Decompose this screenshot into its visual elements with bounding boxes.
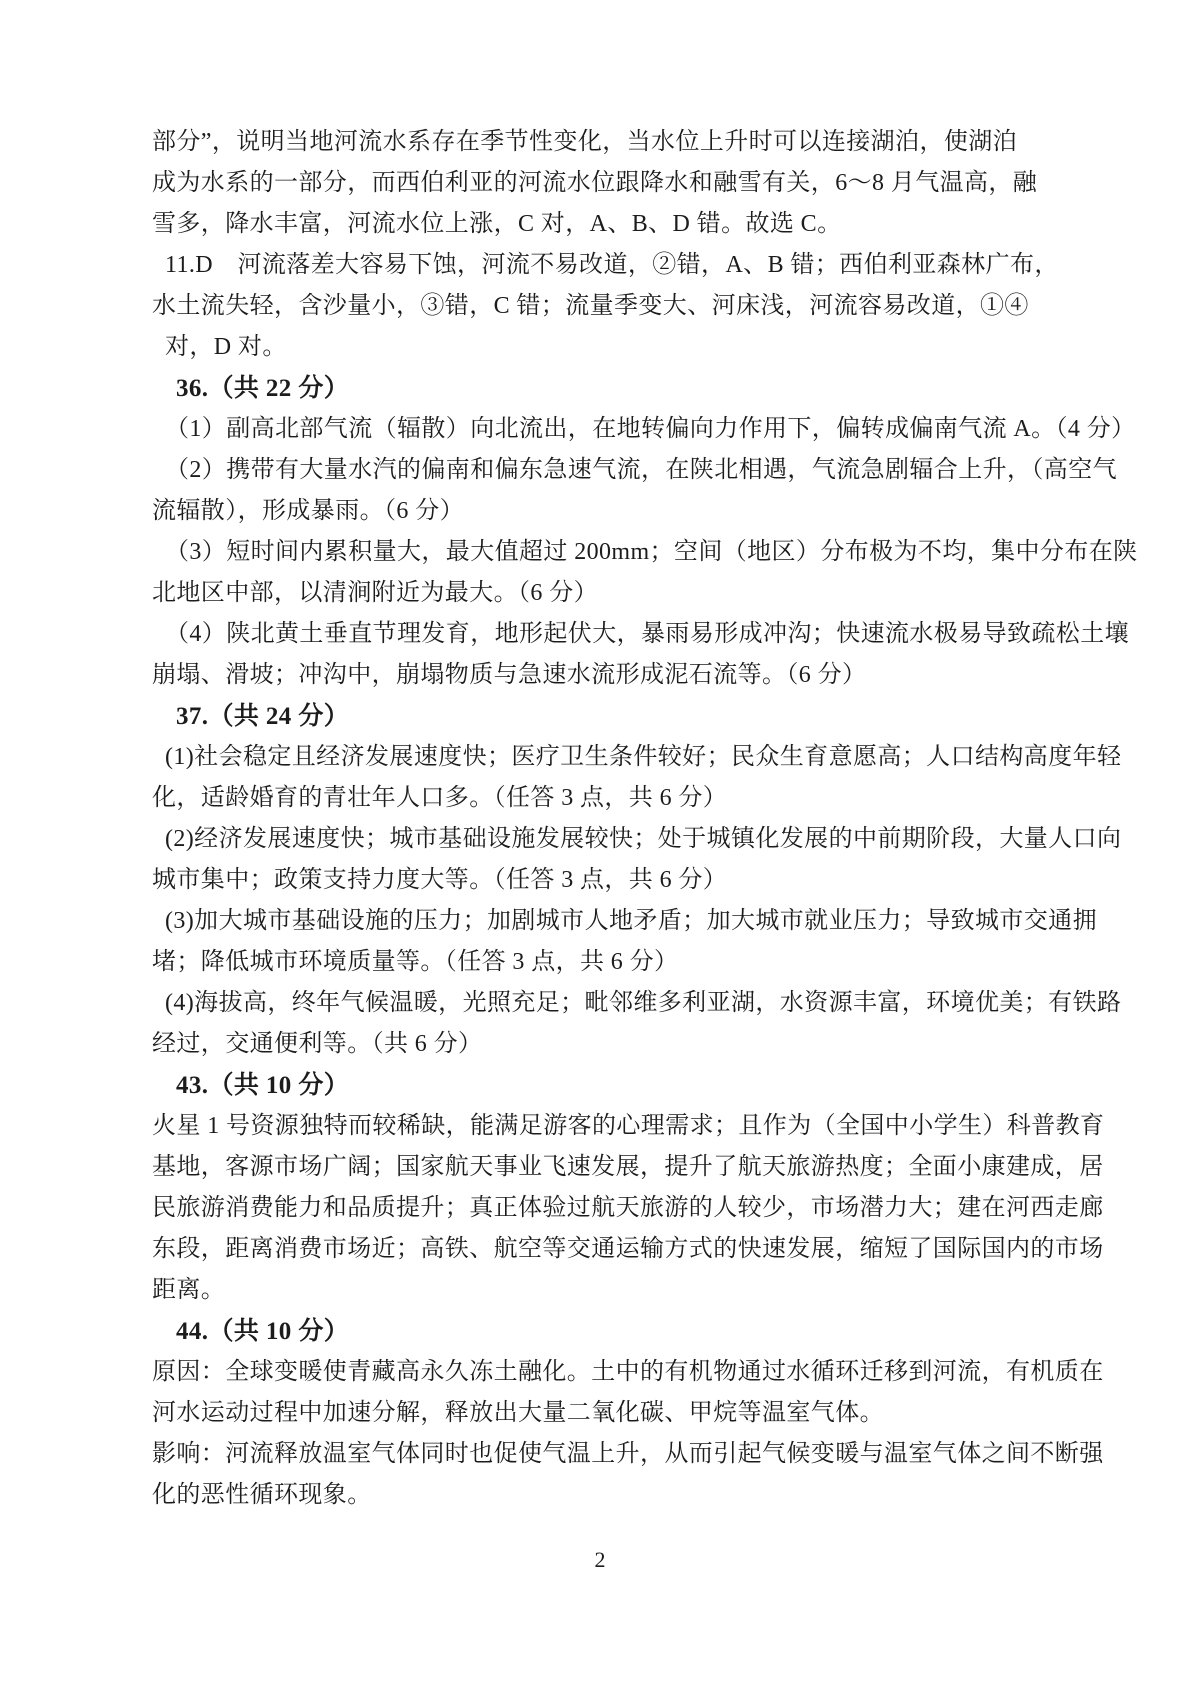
answer-line: 影响：河流释放温室气体同时也促使气温上升，从而引起气候变暖与温室气体之间不断强 [152, 1441, 1104, 1467]
answer-line: 原因：全球变暖使青藏高永久冻土融化。土中的有机物通过水循环迁移到河流，有机质在 [152, 1359, 1104, 1385]
answer-line: 雪多，降水丰富，河流水位上涨，C 对，A、B、D 错。故选 C。 [152, 211, 842, 237]
answer-line: (3)加大城市基础设施的压力；加剧城市人地矛盾；加大城市就业压力；导致城市交通拥 [165, 908, 1097, 934]
answer-line: (2)经济发展速度快；城市基础设施发展较快；处于城镇化发展的中前期阶段，大量人口向 [165, 826, 1122, 852]
answer-line: 城市集中；政策支持力度大等。（任答 3 点，共 6 分） [152, 867, 728, 893]
answer-line: (1)社会稳定且经济发展速度快；医疗卫生条件较好；民众生育意愿高；人口结构高度年轻 [165, 744, 1122, 770]
answer-line: 部分”，说明当地河流水系存在季节性变化，当水位上升时可以连接湖泊，使湖泊 [152, 129, 1018, 155]
answer-line: 东段，距离消费市场近；高铁、航空等交通运输方式的快速发展，缩短了国际国内的市场 [152, 1236, 1104, 1262]
answer-line: 对，D 对。 [165, 334, 287, 360]
answer-line: 水土流失轻，含沙量小，③错，C 错；流量季变大、河床浅，河流容易改道，①④ [152, 293, 1029, 319]
answer-line: 火星 1 号资源独特而较稀缺，能满足游客的心理需求；且作为（全国中小学生）科普教育 [152, 1113, 1105, 1139]
answer-line: 基地，客源市场广阔；国家航天事业飞速发展，提升了航天旅游热度；全面小康建成，居 [152, 1154, 1104, 1180]
answer-line-11d: 11.D 河流落差大容易下蚀，河流不易改道，②错，A、B 错；西伯利亚森林广布， [165, 252, 1059, 278]
question-37-heading: 37.（共 24 分） [176, 703, 350, 730]
answer-line: 崩塌、滑坡；冲沟中，崩塌物质与急速水流形成泥石流等。（6 分） [152, 662, 867, 688]
answer-line: 堵；降低城市环境质量等。（任答 3 点，共 6 分） [152, 949, 679, 975]
answer-line: 距离。 [152, 1277, 226, 1303]
answer-line: 化，适龄婚育的青壮年人口多。（任答 3 点，共 6 分） [152, 785, 728, 811]
answer-line: 化的恶性循环现象。 [152, 1482, 372, 1508]
answer-line: 经过，交通便利等。（共 6 分） [152, 1031, 483, 1057]
answer-line: （4）陕北黄土垂直节理发育，地形起伏大，暴雨易形成冲沟；快速流水极易导致疏松土壤 [165, 621, 1129, 647]
answer-line: 流辐散），形成暴雨。（6 分） [152, 498, 464, 524]
question-36-heading: 36.（共 22 分） [176, 375, 350, 402]
answer-line: （1）副高北部气流（辐散）向北流出，在地转偏向力作用下，偏转成偏南气流 A。（4 分） [165, 416, 1136, 442]
answer-line: 北地区中部，以清涧附近为最大。（6 分） [152, 580, 598, 606]
answer-text-block [152, 122, 1138, 1516]
page-number: 2 [594, 1547, 606, 1572]
answer-line: （2）携带有大量水汽的偏南和偏东急速气流，在陕北相遇，气流急剧辐合上升，（高空气 [165, 457, 1117, 483]
answer-line: 河水运动过程中加速分解，释放出大量二氧化碳、甲烷等温室气体。 [152, 1400, 884, 1426]
answer-line: （3）短时间内累积量大，最大值超过 200mm；空间（地区）分布极为不均，集中分布在陕 [165, 539, 1138, 565]
answer-line: 成为水系的一部分，而西伯利亚的河流水位跟降水和融雪有关，6～8 月气温高，融 [152, 170, 1038, 196]
question-44-heading: 44.（共 10 分） [176, 1318, 350, 1345]
answer-line: (4)海拔高，终年气候温暖，光照充足；毗邻维多利亚湖，水资源丰富，环境优美；有铁路 [165, 990, 1122, 1016]
answer-line: 民旅游消费能力和品质提升；真正体验过航天旅游的人较少，市场潜力大；建在河西走廊 [152, 1195, 1104, 1221]
question-43-heading: 43.（共 10 分） [176, 1072, 350, 1099]
